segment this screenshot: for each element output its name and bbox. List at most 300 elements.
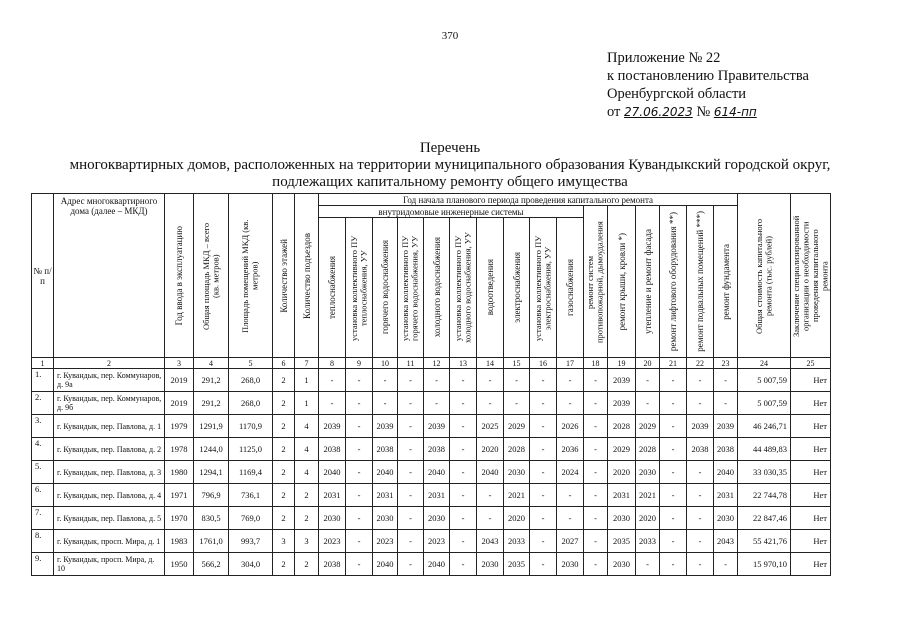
appendix-date-line [607, 103, 809, 121]
table-cell: 55 421,76 [738, 530, 791, 553]
table-cell: 2023 [319, 530, 346, 553]
table-row [32, 369, 831, 392]
table-cell: 268,0 [229, 369, 273, 392]
repair-table [31, 193, 831, 576]
table-cell: 1979 [165, 415, 194, 438]
table-cell: - [660, 530, 687, 553]
table-cell: 2040 [373, 461, 398, 484]
table-cell: 2028 [608, 415, 636, 438]
header-hot-water: горячего водоснабжения [373, 218, 398, 358]
table-cell: 1. [32, 369, 54, 392]
table-cell: - [636, 392, 660, 415]
table-cell: 2 [273, 553, 295, 576]
table-cell: - [450, 369, 477, 392]
table-row [32, 507, 831, 530]
date-prefix: от [607, 104, 621, 120]
table-cell: - [398, 553, 424, 576]
header-electric: электроснабжения [504, 218, 530, 358]
table-cell: - [450, 484, 477, 507]
table-body [32, 358, 831, 576]
table-cell: - [557, 369, 584, 392]
table-cell: 993,7 [229, 530, 273, 553]
table-cell: 3. [32, 415, 54, 438]
header-drainage: водоотведения [477, 218, 504, 358]
table-cell: 3 [273, 530, 295, 553]
header-gas: газоснабжения [557, 218, 584, 358]
date-value: 27.06.2023 [624, 105, 693, 119]
address-cell: г. Кувандык, пер. Павлова, д. 3 [54, 461, 165, 484]
table-cell: 291,2 [194, 392, 229, 415]
column-number: 2 [54, 358, 165, 369]
column-number: 10 [373, 358, 398, 369]
column-number: 18 [584, 358, 608, 369]
column-number-row [32, 358, 831, 369]
table-cell: 4 [295, 438, 319, 461]
table-cell: - [346, 461, 373, 484]
address-cell: г. Кувандык, пер. Павлова, д. 4 [54, 484, 165, 507]
table-cell: 2 [273, 369, 295, 392]
table-cell: 2. [32, 392, 54, 415]
table-cell: 2039 [608, 369, 636, 392]
header-hot-water-meter: установка коллективного ПУ горячего водоснабжения, УУ [398, 218, 424, 358]
table-cell: 2 [273, 415, 295, 438]
table-cell: 1294,1 [194, 461, 229, 484]
table-cell: - [584, 530, 608, 553]
table-cell: Нет [791, 461, 831, 484]
table-cell: - [450, 438, 477, 461]
table-cell: 46 246,71 [738, 415, 791, 438]
table-cell: - [584, 461, 608, 484]
table-cell: 2021 [504, 484, 530, 507]
table-cell: 2025 [477, 415, 504, 438]
table-cell: 1980 [165, 461, 194, 484]
repair-table-wrapper [31, 193, 831, 576]
header-facade: утепление и ремонт фасада [636, 206, 660, 358]
table-row [32, 438, 831, 461]
table-cell: - [346, 392, 373, 415]
table-cell: - [660, 415, 687, 438]
table-cell: - [636, 369, 660, 392]
header-fire: ремонт систем противопожарной, дымоудаления [584, 206, 608, 358]
table-cell: - [398, 392, 424, 415]
table-cell: - [557, 484, 584, 507]
document-title [40, 140, 860, 191]
table-cell: - [557, 507, 584, 530]
table-cell: 1 [295, 369, 319, 392]
header-floors: Количество этажей [273, 194, 295, 358]
table-cell: 44 489,83 [738, 438, 791, 461]
table-cell: 1761,0 [194, 530, 229, 553]
table-cell: 2030 [477, 553, 504, 576]
number-sign: № [696, 104, 711, 120]
table-cell: - [530, 530, 557, 553]
table-cell: - [584, 392, 608, 415]
table-cell: - [450, 392, 477, 415]
table-cell: - [530, 507, 557, 530]
table-cell: - [687, 530, 714, 553]
header-conclusion: Заключение специализированной организации о необходимости проведения капитального ремонта [791, 194, 831, 358]
table-cell: 2029 [636, 415, 660, 438]
column-number: 24 [738, 358, 791, 369]
table-cell: - [584, 507, 608, 530]
table-cell: 6. [32, 484, 54, 507]
table-cell: - [660, 392, 687, 415]
table-cell: 2 [273, 438, 295, 461]
table-cell: - [687, 369, 714, 392]
column-number: 3 [165, 358, 194, 369]
table-cell: 22 847,46 [738, 507, 791, 530]
table-cell: - [660, 369, 687, 392]
table-cell: - [714, 392, 738, 415]
table-cell: - [584, 484, 608, 507]
table-cell: - [557, 392, 584, 415]
table-cell: Нет [791, 530, 831, 553]
table-cell: Нет [791, 553, 831, 576]
header-num: № п/п [32, 194, 54, 358]
table-cell: - [477, 484, 504, 507]
table-cell: 1170,9 [229, 415, 273, 438]
header-cold-water: холодного водоснабжения [424, 218, 450, 358]
table-cell: - [398, 507, 424, 530]
header-period-group: Год начала планового периода проведения капитального ремонта [319, 194, 738, 206]
column-number: 12 [424, 358, 450, 369]
table-row [32, 553, 831, 576]
table-cell: 2033 [504, 530, 530, 553]
table-cell: - [714, 553, 738, 576]
header-address: Адрес многоквартирного дома (далее – МКД) [54, 194, 165, 358]
table-cell: - [687, 461, 714, 484]
column-number: 16 [530, 358, 557, 369]
table-cell: Нет [791, 392, 831, 415]
table-cell: - [398, 530, 424, 553]
table-cell: - [398, 461, 424, 484]
table-cell: 2038 [319, 438, 346, 461]
column-number: 14 [477, 358, 504, 369]
table-cell: - [660, 484, 687, 507]
table-cell: 2038 [714, 438, 738, 461]
table-cell: 1970 [165, 507, 194, 530]
table-cell: 8. [32, 530, 54, 553]
table-cell: 2030 [714, 507, 738, 530]
table-cell: - [584, 369, 608, 392]
title-line-1: Перечень [419, 140, 481, 156]
table-cell: 2 [273, 484, 295, 507]
header-entrances: Количество подъездов [295, 194, 319, 358]
table-cell: 2027 [557, 530, 584, 553]
table-cell: - [319, 392, 346, 415]
table-cell: 2 [273, 507, 295, 530]
table-cell: 2039 [687, 415, 714, 438]
table-cell: - [636, 553, 660, 576]
table-cell: - [346, 438, 373, 461]
table-cell: 268,0 [229, 392, 273, 415]
header-internal-group: внутридомовые инженерные системы [319, 206, 584, 218]
column-number: 7 [295, 358, 319, 369]
table-cell: - [660, 438, 687, 461]
table-cell: 2026 [557, 415, 584, 438]
table-cell: 2040 [477, 461, 504, 484]
table-cell: 2 [295, 553, 319, 576]
table-cell: 830,5 [194, 507, 229, 530]
table-cell: - [687, 553, 714, 576]
table-cell: - [584, 438, 608, 461]
table-cell: 2030 [319, 507, 346, 530]
table-cell: - [477, 507, 504, 530]
table-cell: 2039 [373, 415, 398, 438]
table-cell: 736,1 [229, 484, 273, 507]
table-cell: 4. [32, 438, 54, 461]
column-number: 15 [504, 358, 530, 369]
table-cell: 2023 [373, 530, 398, 553]
table-cell: - [530, 484, 557, 507]
table-cell: 2043 [714, 530, 738, 553]
table-cell: - [584, 553, 608, 576]
header-rooms-area: Площадь помещений МКД (кв. метров) [229, 194, 273, 358]
table-cell: - [530, 461, 557, 484]
table-cell: 2040 [424, 553, 450, 576]
table-cell: 2039 [319, 415, 346, 438]
table-cell: 2030 [636, 461, 660, 484]
appendix-line-3: Оренбургской области [607, 86, 747, 102]
address-cell: г. Кувандык, пер. Павлова, д. 1 [54, 415, 165, 438]
column-number: 4 [194, 358, 229, 369]
table-cell: - [398, 438, 424, 461]
header-roof: ремонт крыши, кровли *) [608, 206, 636, 358]
table-cell: 2039 [714, 415, 738, 438]
table-cell: Нет [791, 484, 831, 507]
header-foundation: ремонт фундамента [714, 206, 738, 358]
table-cell: 2029 [504, 415, 530, 438]
table-cell: 3 [295, 530, 319, 553]
table-cell: - [450, 415, 477, 438]
column-number: 13 [450, 358, 477, 369]
table-cell: - [530, 369, 557, 392]
column-number: 23 [714, 358, 738, 369]
table-cell: 2031 [373, 484, 398, 507]
table-cell: 5. [32, 461, 54, 484]
header-elevator: ремонт лифтового оборудования **) [660, 206, 687, 358]
table-cell: - [530, 415, 557, 438]
header-total-area: Общая площадь МКД – всего (кв. метров) [194, 194, 229, 358]
column-number: 22 [687, 358, 714, 369]
appendix-line-1: Приложение № 22 [607, 50, 721, 66]
table-cell: 2038 [319, 553, 346, 576]
table-cell: - [398, 415, 424, 438]
table-cell: 2 [295, 484, 319, 507]
table-cell: - [398, 484, 424, 507]
table-cell: 2031 [714, 484, 738, 507]
header-basement: ремонт подвальных помещений ***) [687, 206, 714, 358]
table-cell: - [660, 553, 687, 576]
address-cell: г. Кувандык, пер. Павлова, д. 5 [54, 507, 165, 530]
table-cell: 2021 [636, 484, 660, 507]
table-cell: 304,0 [229, 553, 273, 576]
table-cell: 2038 [373, 438, 398, 461]
table-cell: - [477, 392, 504, 415]
table-cell: - [530, 392, 557, 415]
table-cell: 5 007,59 [738, 392, 791, 415]
appendix-block [607, 49, 809, 121]
appendix-line-2: к постановлению Правительства [607, 68, 809, 84]
table-cell: 2036 [557, 438, 584, 461]
column-number: 11 [398, 358, 424, 369]
table-cell: 2031 [424, 484, 450, 507]
table-cell: Нет [791, 438, 831, 461]
table-cell: 2019 [165, 369, 194, 392]
table-cell: - [450, 530, 477, 553]
table-cell: Нет [791, 415, 831, 438]
table-cell: 1291,9 [194, 415, 229, 438]
table-cell: 2029 [608, 438, 636, 461]
table-cell: 2030 [373, 507, 398, 530]
table-cell: - [450, 507, 477, 530]
table-cell: 2038 [687, 438, 714, 461]
table-cell: 2030 [504, 461, 530, 484]
table-row [32, 461, 831, 484]
address-cell: г. Кувандык, просп. Мира, д. 1 [54, 530, 165, 553]
table-cell: 2030 [608, 553, 636, 576]
table-cell: - [584, 415, 608, 438]
table-cell: - [346, 507, 373, 530]
table-cell: 2035 [504, 553, 530, 576]
table-cell: 2019 [165, 392, 194, 415]
table-row [32, 530, 831, 553]
table-cell: 1125,0 [229, 438, 273, 461]
table-cell: 2 [295, 507, 319, 530]
table-cell: - [530, 553, 557, 576]
table-cell: 2030 [557, 553, 584, 576]
column-number: 17 [557, 358, 584, 369]
table-cell: - [319, 369, 346, 392]
table-cell: 2020 [608, 461, 636, 484]
column-number: 21 [660, 358, 687, 369]
table-cell: 2040 [714, 461, 738, 484]
table-cell: 2028 [504, 438, 530, 461]
column-number: 8 [319, 358, 346, 369]
table-cell: 2030 [608, 507, 636, 530]
table-cell: 2040 [424, 461, 450, 484]
table-cell: - [346, 553, 373, 576]
table-cell: - [450, 553, 477, 576]
table-cell: 566,2 [194, 553, 229, 576]
column-number: 19 [608, 358, 636, 369]
table-cell: - [346, 530, 373, 553]
table-cell: 2024 [557, 461, 584, 484]
title-line-2: многоквартирных домов, расположенных на территории муниципального образования Кувандыкский городской округ, [69, 157, 831, 173]
column-number: 25 [791, 358, 831, 369]
table-cell: - [450, 461, 477, 484]
table-cell: 796,9 [194, 484, 229, 507]
table-cell: 33 030,35 [738, 461, 791, 484]
table-cell: - [687, 507, 714, 530]
table-row [32, 415, 831, 438]
table-cell: 2 [273, 461, 295, 484]
table-cell: 4 [295, 461, 319, 484]
header-heating-meter: установка коллективного ПУ теплоснабжения, УУ [346, 218, 373, 358]
table-cell: 2030 [424, 507, 450, 530]
table-cell: - [687, 392, 714, 415]
table-cell: 291,2 [194, 369, 229, 392]
header-heating: теплоснабжения [319, 218, 346, 358]
table-cell: - [346, 369, 373, 392]
table-cell: 769,0 [229, 507, 273, 530]
table-cell: - [660, 507, 687, 530]
table-cell: 1169,4 [229, 461, 273, 484]
table-cell: - [424, 369, 450, 392]
table-row [32, 484, 831, 507]
table-cell: - [424, 392, 450, 415]
table-cell: 1244,0 [194, 438, 229, 461]
table-cell: 2 [273, 392, 295, 415]
table-cell: 2028 [636, 438, 660, 461]
table-cell: 2033 [636, 530, 660, 553]
table-cell: - [530, 438, 557, 461]
table-cell: 7. [32, 507, 54, 530]
document-number: 614-пп [713, 105, 757, 119]
table-cell: - [398, 369, 424, 392]
page-number: 370 [441, 30, 459, 42]
address-cell: г. Кувандык, пер. Павлова, д. 2 [54, 438, 165, 461]
table-cell: 22 744,78 [738, 484, 791, 507]
table-cell: 2020 [636, 507, 660, 530]
table-cell: - [687, 484, 714, 507]
table-cell: 1983 [165, 530, 194, 553]
header-year-built: Год ввода в эксплуатацию [165, 194, 194, 358]
table-cell: - [714, 369, 738, 392]
table-cell: 2043 [477, 530, 504, 553]
table-cell: 1950 [165, 553, 194, 576]
header-cold-water-meter: установка коллективного ПУ холодного водоснабжения, УУ [450, 218, 477, 358]
column-number: 5 [229, 358, 273, 369]
table-cell: 5 007,59 [738, 369, 791, 392]
table-cell: 2035 [608, 530, 636, 553]
table-cell: - [504, 392, 530, 415]
table-cell: - [346, 415, 373, 438]
table-cell: Нет [791, 507, 831, 530]
column-number: 1 [32, 358, 54, 369]
table-cell: 1 [295, 392, 319, 415]
table-cell: 2040 [319, 461, 346, 484]
table-cell: 2023 [424, 530, 450, 553]
table-cell: 2040 [373, 553, 398, 576]
address-cell: г. Кувандык, просп. Мира, д. 10 [54, 553, 165, 576]
table-cell: 2038 [424, 438, 450, 461]
table-cell: Нет [791, 369, 831, 392]
header-cost: Общая стоимость капитального ремонта (тыс. рублей) [738, 194, 791, 358]
table-cell: - [373, 369, 398, 392]
table-cell: - [477, 369, 504, 392]
column-number: 9 [346, 358, 373, 369]
table-cell: - [346, 484, 373, 507]
table-cell: - [504, 369, 530, 392]
title-line-3: подлежащих капитальному ремонту общего имущества [272, 174, 628, 190]
table-cell: 1978 [165, 438, 194, 461]
table-cell: 15 970,10 [738, 553, 791, 576]
column-number: 6 [273, 358, 295, 369]
table-cell: 2020 [477, 438, 504, 461]
table-cell: 2039 [608, 392, 636, 415]
table-cell: 2031 [608, 484, 636, 507]
address-cell: г. Кувандык, пер. Коммунаров, д. 9б [54, 392, 165, 415]
header-electric-meter: установка коллективного ПУ электроснабжения, УУ [530, 218, 557, 358]
column-number: 20 [636, 358, 660, 369]
table-cell: 9. [32, 553, 54, 576]
table-row [32, 392, 831, 415]
table-cell: 2020 [504, 507, 530, 530]
table-cell: - [660, 461, 687, 484]
address-cell: г. Кувандык, пер. Коммунаров, д. 9а [54, 369, 165, 392]
table-cell: - [373, 392, 398, 415]
